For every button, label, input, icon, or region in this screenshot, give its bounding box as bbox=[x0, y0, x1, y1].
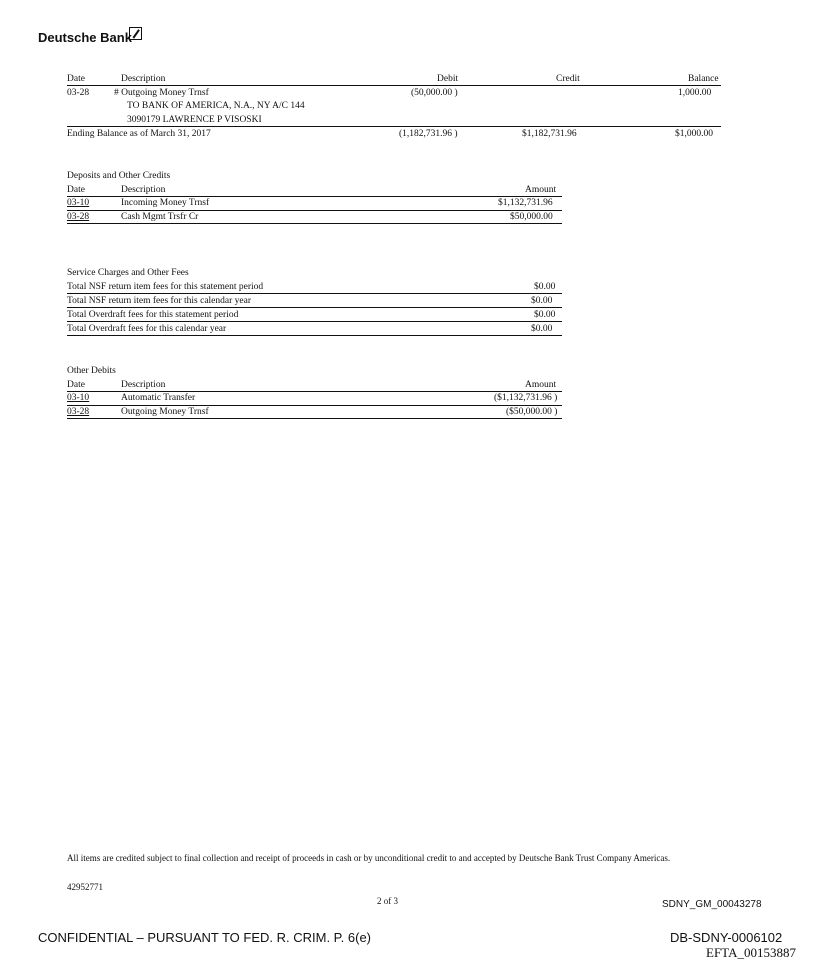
ending-credit: $1,182,731.96 bbox=[522, 129, 577, 139]
debits-row-rule bbox=[67, 405, 562, 406]
txn-date: 03-28 bbox=[67, 88, 90, 98]
fee-amount: $0.00 bbox=[531, 296, 553, 306]
fee-amount: $0.00 bbox=[534, 310, 556, 320]
debits-header-amount: Amount bbox=[525, 380, 557, 390]
col-header-credit: Credit bbox=[556, 74, 580, 84]
fee-rule bbox=[67, 293, 562, 294]
ending-balance-label: Ending Balance as of March 31, 2017 bbox=[67, 129, 211, 139]
txn-detail-2: 3090179 LAWRENCE P VISOSKI bbox=[127, 115, 262, 125]
debits-header-rule bbox=[67, 391, 562, 392]
footer-disclaimer: All items are credited subject to final collection and receipt of proceeds in cash or by unconditional credit to and accepted by Deutsche Bank Trust Company Americas. bbox=[67, 853, 671, 863]
fee-amount: $0.00 bbox=[531, 324, 553, 334]
fee-amount: $0.00 bbox=[534, 282, 556, 292]
txn-balance: 1,000.00 bbox=[678, 88, 712, 98]
fee-rule bbox=[67, 335, 562, 336]
deposit-amount: $1,132,731.96 bbox=[498, 198, 553, 208]
ending-rule bbox=[67, 126, 721, 127]
debit-description: Automatic Transfer bbox=[121, 393, 196, 403]
fee-label: Total Overdraft fees for this calendar year bbox=[67, 324, 227, 334]
txn-debit: (50,000.00 ) bbox=[411, 88, 458, 98]
deposits-header-rule bbox=[67, 196, 562, 197]
debits-title: Other Debits bbox=[67, 366, 116, 376]
col-header-debit: Debit bbox=[437, 74, 459, 84]
deposit-description: Cash Mgmt Trsfr Cr bbox=[121, 212, 199, 222]
deposit-date: 03-10 bbox=[67, 198, 90, 208]
bates-efta: EFTA_00153887 bbox=[706, 945, 796, 960]
deposits-title: Deposits and Other Credits bbox=[67, 171, 171, 181]
debits-header-date: Date bbox=[67, 380, 85, 390]
debit-amount: ($1,132,731.96 ) bbox=[494, 393, 558, 403]
debit-description: Outgoing Money Trnsf bbox=[121, 407, 209, 417]
fee-label: Total NSF return item fees for this calendar year bbox=[67, 296, 251, 306]
debit-date: 03-28 bbox=[67, 407, 90, 417]
fee-rule bbox=[67, 321, 562, 322]
deposit-description: Incoming Money Trnsf bbox=[121, 198, 210, 208]
deposits-end-rule bbox=[67, 223, 562, 224]
deposits-header-date: Date bbox=[67, 185, 85, 195]
deutsche-bank-logo-icon bbox=[129, 27, 142, 40]
fee-label: Total Overdraft fees for this statement period bbox=[67, 310, 239, 320]
deposits-row-rule bbox=[67, 210, 562, 211]
col-header-description: Description bbox=[121, 74, 166, 84]
debits-header-description: Description bbox=[121, 380, 166, 390]
fee-rule bbox=[67, 307, 562, 308]
bates-db: DB-SDNY-0006102 bbox=[670, 930, 783, 945]
bank-name: Deutsche Bank bbox=[38, 30, 132, 45]
deposit-amount: $50,000.00 bbox=[510, 212, 553, 222]
debits-end-rule bbox=[67, 418, 562, 419]
ending-debit: (1,182,731.96 ) bbox=[399, 129, 458, 139]
ending-balance: $1,000.00 bbox=[675, 129, 713, 139]
deposits-header-amount: Amount bbox=[525, 185, 557, 195]
debit-date: 03-10 bbox=[67, 393, 90, 403]
debit-amount: ($50,000.00 ) bbox=[506, 407, 558, 417]
fees-title: Service Charges and Other Fees bbox=[67, 268, 189, 278]
txn-detail-1: TO BANK OF AMERICA, N.A., NY A/C 144 bbox=[127, 101, 305, 111]
account-reference: 42952771 bbox=[67, 882, 103, 892]
deposit-date: 03-28 bbox=[67, 212, 90, 222]
txn-description: # Outgoing Money Trnsf bbox=[114, 88, 209, 98]
header-rule bbox=[67, 85, 721, 86]
bates-sdny: SDNY_GM_00043278 bbox=[662, 899, 762, 910]
confidential-notice: CONFIDENTIAL – PURSUANT TO FED. R. CRIM. P. 6(e) bbox=[38, 930, 372, 945]
deposits-header-description: Description bbox=[121, 185, 166, 195]
col-header-date: Date bbox=[67, 74, 85, 84]
col-header-balance: Balance bbox=[688, 74, 719, 84]
fee-label: Total NSF return item fees for this statement period bbox=[67, 282, 264, 292]
page-number: 2 of 3 bbox=[377, 896, 398, 906]
